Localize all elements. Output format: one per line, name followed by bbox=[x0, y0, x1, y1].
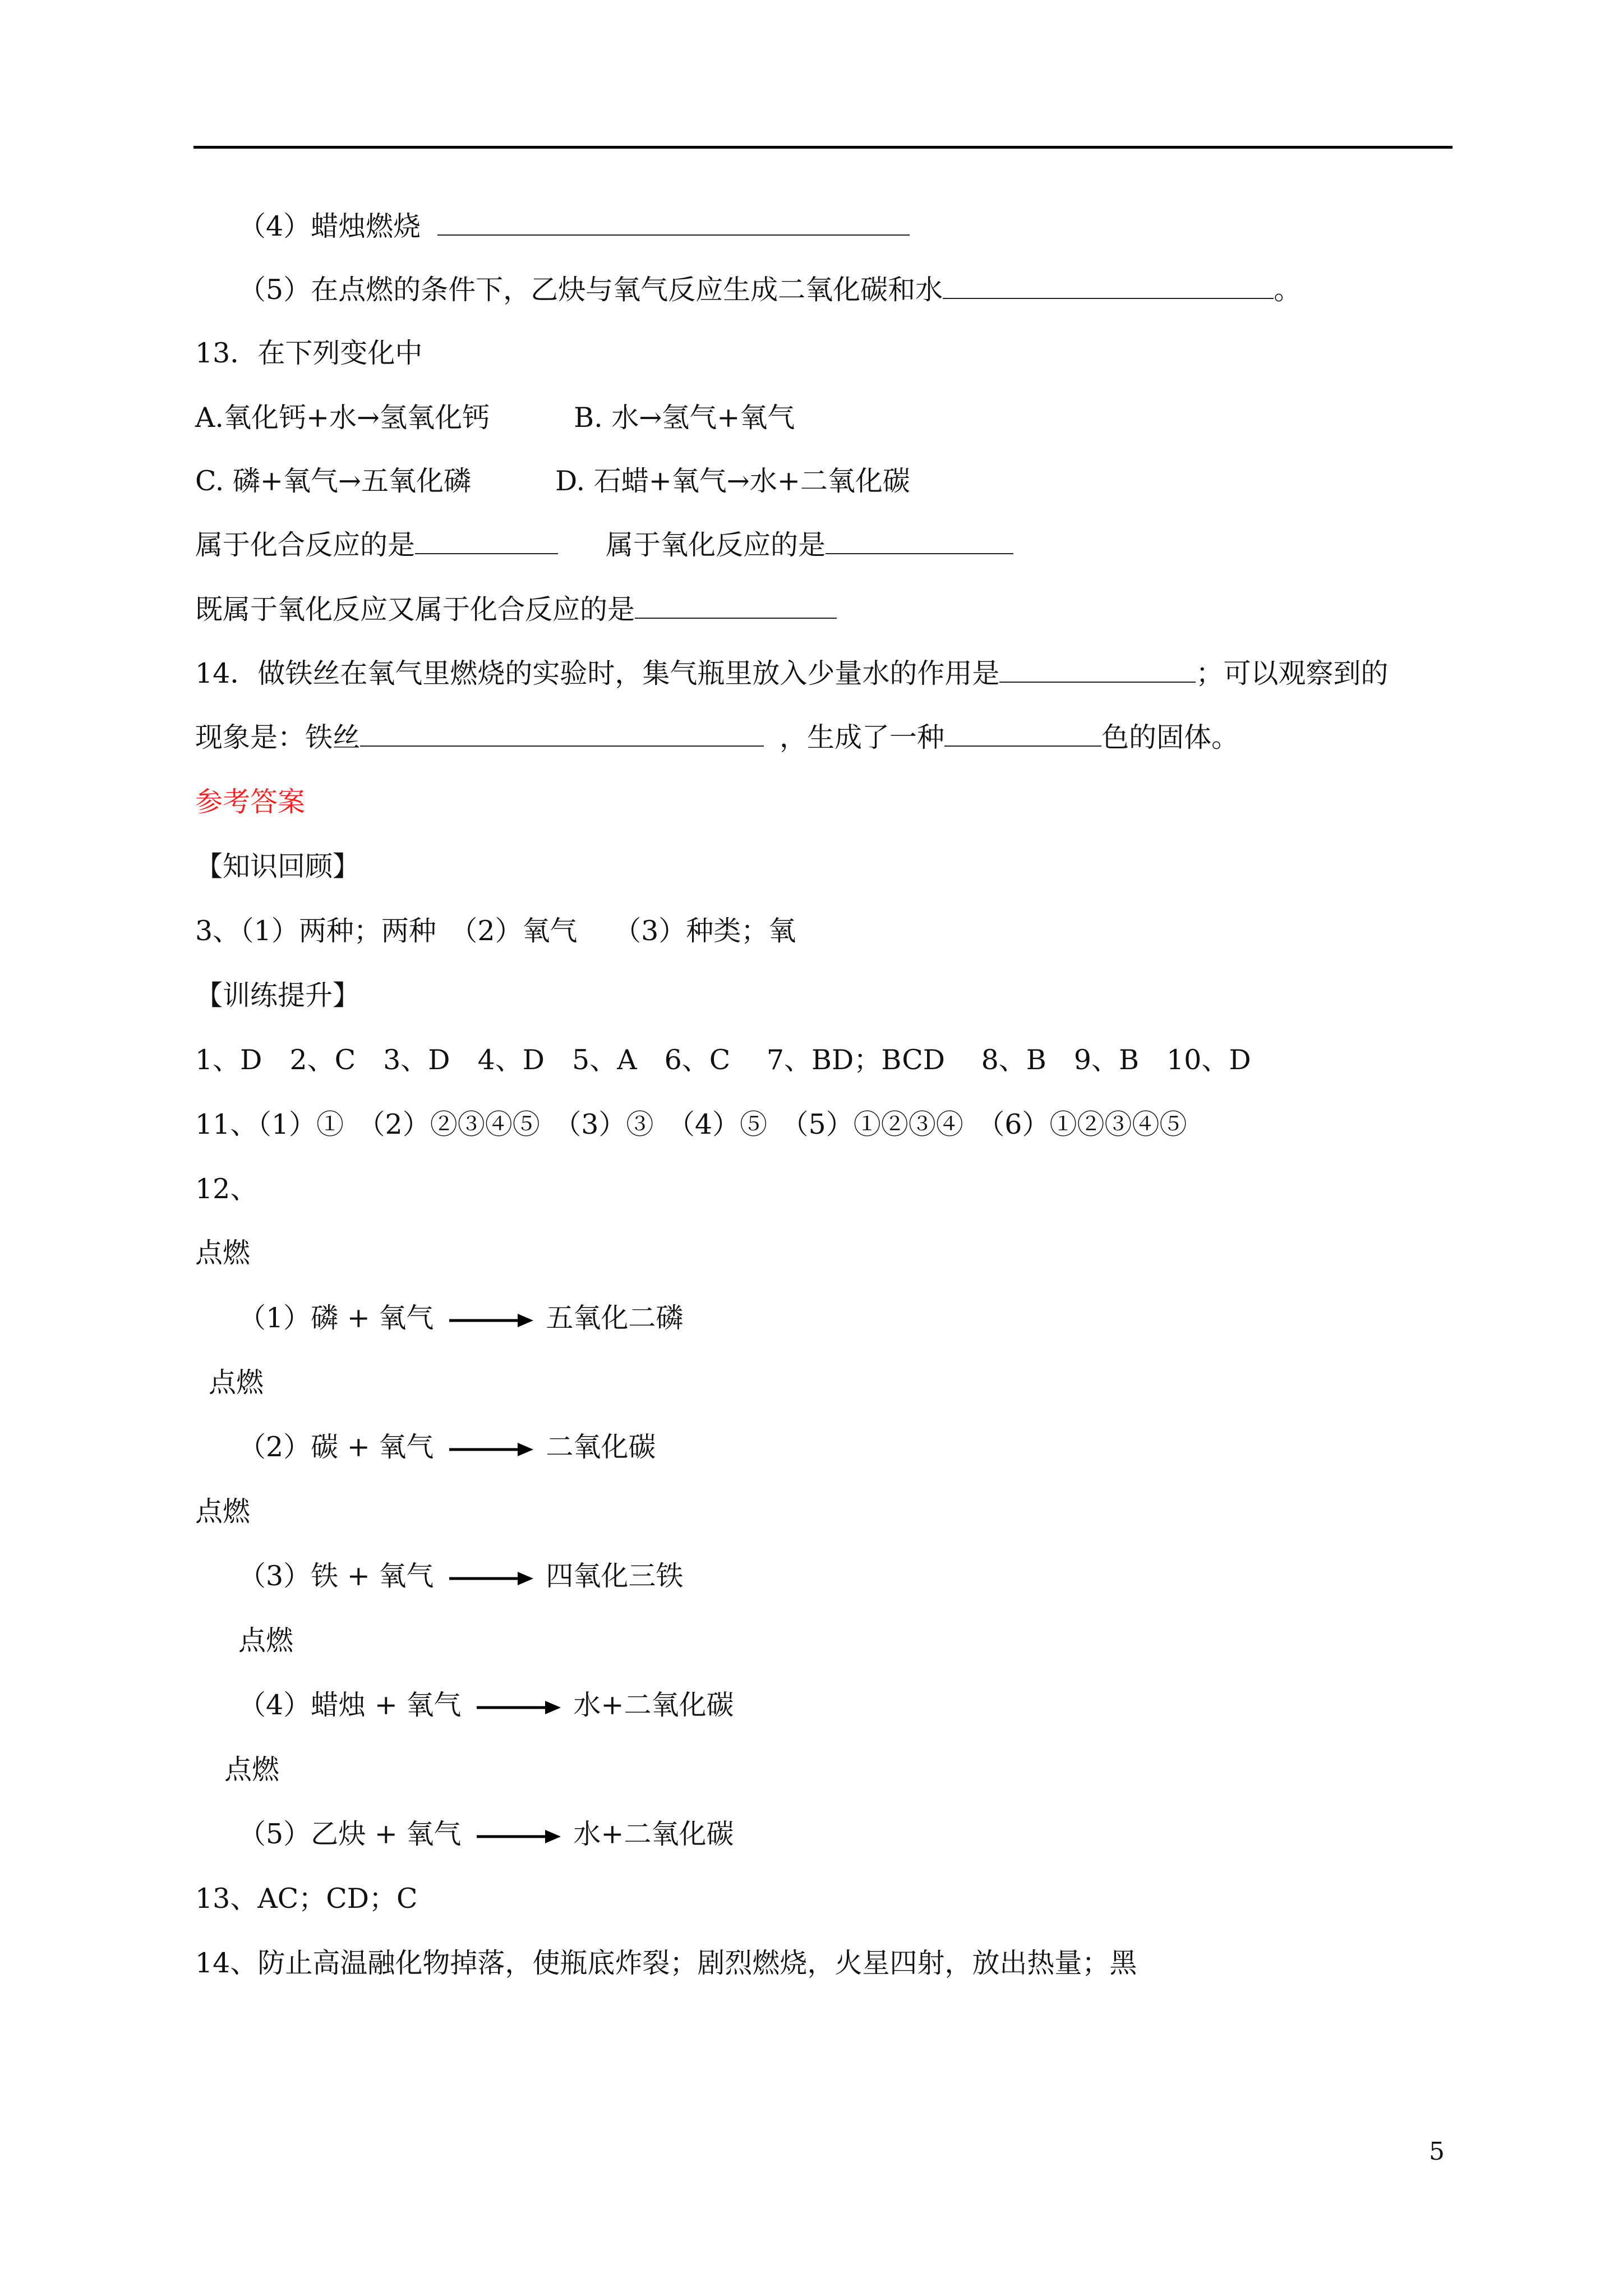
reaction-equation: （3）铁 + 氧气 四氧化三铁 bbox=[238, 1560, 684, 1592]
answer-blank[interactable] bbox=[360, 723, 764, 747]
header-rule bbox=[193, 146, 1453, 149]
q13-prompt3: 既属于氧化反应又属于化合反应的是 bbox=[195, 593, 837, 627]
reaction-arrow-icon bbox=[477, 1825, 561, 1848]
reaction-arrow-icon bbox=[477, 1696, 561, 1719]
reaction-arrow-icon bbox=[449, 1438, 533, 1461]
q14-line1: 14．做铁丝在氧气里燃烧的实验时，集气瓶里放入少量水的作用是 ；可以观察到的 bbox=[195, 657, 1389, 689]
answer-11: 11、（1）① （2）②③④⑤ （3）③ （4）⑤ （5）①②③④ （6）①②③④⑤ bbox=[195, 1108, 1187, 1140]
reaction-condition: 点燃 bbox=[195, 1496, 251, 1527]
q14-line2: 现象是：铁丝 ，生成了一种 色的固体。 bbox=[195, 721, 1239, 753]
q13-option-b: B. 水→氢气+氧气 bbox=[574, 402, 795, 434]
q13-option-a: A.氧化钙+水→氢氧化钙 bbox=[195, 402, 490, 434]
reaction-condition: 点燃 bbox=[195, 1237, 251, 1269]
reaction-arrow-icon bbox=[449, 1309, 533, 1332]
answers-1-10: 1、D 2、C 3、D 4、D 5、A 6、C 7、BD；BCD 8、B 9、B 10、D bbox=[195, 1044, 1251, 1076]
q13-stem: 13．在下列变化中 bbox=[195, 337, 423, 369]
answer-blank[interactable] bbox=[999, 659, 1196, 683]
answer-13: 13、AC；CD；C bbox=[195, 1883, 418, 1915]
answer-blank[interactable] bbox=[944, 723, 1101, 747]
reaction-equation: （4）蜡烛 + 氧气 水+二氧化碳 bbox=[238, 1689, 734, 1721]
answer-blank[interactable] bbox=[943, 275, 1274, 299]
answer-14: 14、防止高温融化物掉落，使瓶底炸裂；剧烈燃烧，火星四射，放出热量；黑 bbox=[195, 1947, 1137, 1979]
answer-12-label: 12、 bbox=[195, 1173, 258, 1205]
answers-heading: 参考答案 bbox=[195, 786, 306, 818]
answer-3: 3、（1）两种；两种 （2）氧气 （3）种类；氧 bbox=[195, 915, 796, 947]
reaction-condition: 点燃 bbox=[238, 1625, 294, 1657]
answer-blank[interactable] bbox=[826, 531, 1013, 554]
answer-blank[interactable] bbox=[437, 212, 910, 236]
q13-option-c: C. 磷+氧气→五氧化磷 bbox=[195, 465, 472, 497]
q13-option-d: D. 石蜡+氧气→水+二氧化碳 bbox=[555, 465, 910, 497]
answer-blank[interactable] bbox=[635, 595, 837, 619]
reaction-condition: 点燃 bbox=[209, 1366, 264, 1398]
reaction-equation: （2）碳 + 氧气 二氧化碳 bbox=[238, 1431, 656, 1463]
q13-prompts: 属于化合反应的是 属于氧化反应的是 bbox=[195, 528, 1013, 562]
q12-item4: （4）蜡烛燃烧 bbox=[238, 210, 910, 243]
reaction-condition: 点燃 bbox=[224, 1754, 280, 1786]
section-knowledge-review: 【知识回顾】 bbox=[195, 850, 361, 882]
q13-options-cd bbox=[195, 464, 910, 498]
section-training: 【训练提升】 bbox=[195, 979, 361, 1011]
reaction-arrow-icon bbox=[449, 1567, 533, 1590]
reaction-equation: （1）磷 + 氧气 五氧化二磷 bbox=[238, 1302, 684, 1334]
q12-item5: （5）在点燃的条件下，乙炔与氧气反应生成二氧化碳和水 。 bbox=[238, 274, 1302, 306]
q13-options-ab bbox=[195, 401, 795, 435]
page-number: 5 bbox=[1429, 2137, 1445, 2166]
answer-blank[interactable] bbox=[415, 531, 558, 554]
reaction-equation: （5）乙炔 + 氧气 水+二氧化碳 bbox=[238, 1818, 734, 1850]
